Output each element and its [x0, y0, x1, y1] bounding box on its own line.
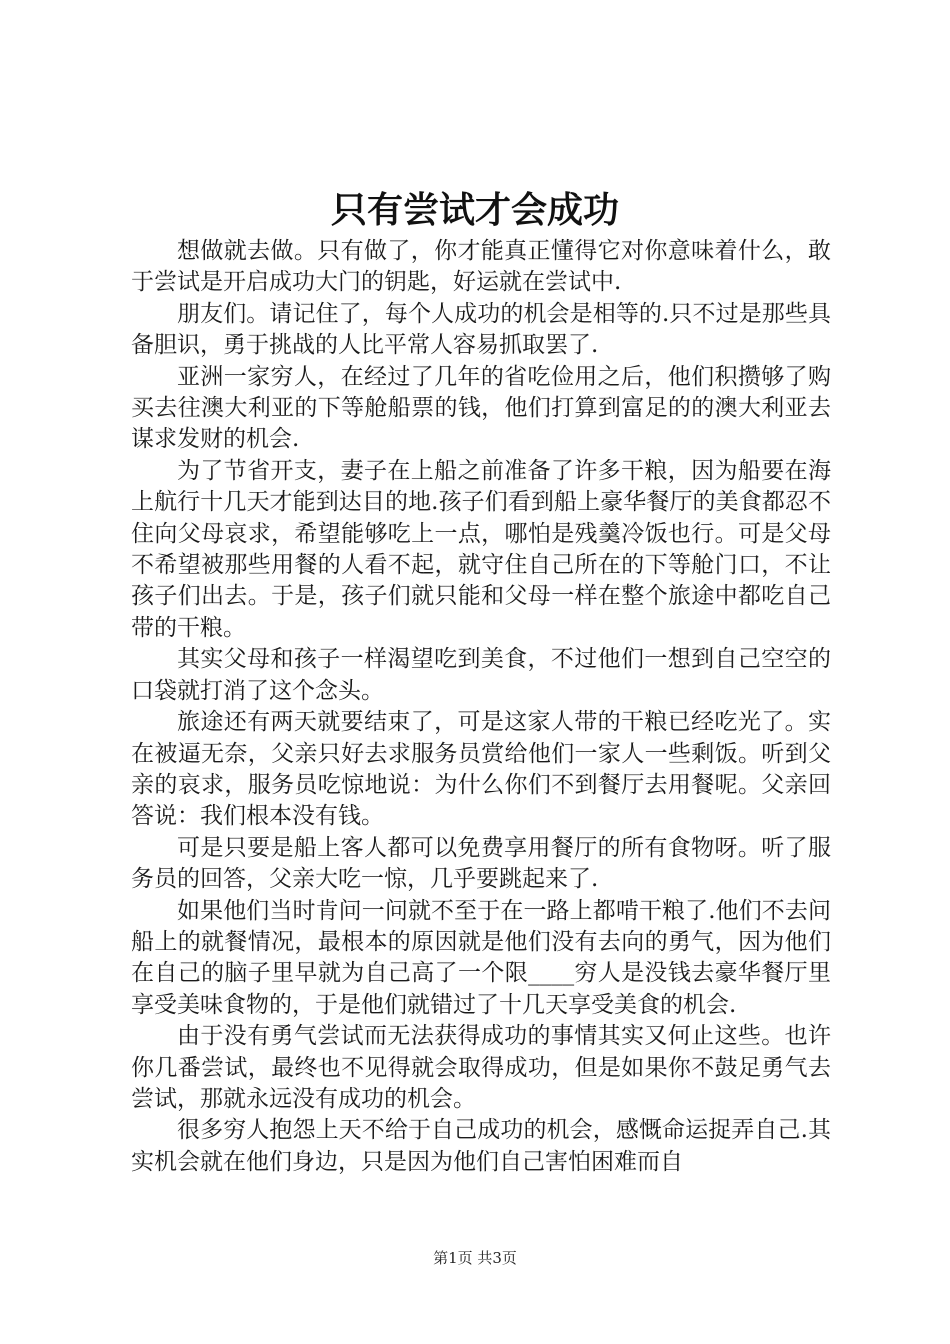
document-title: 只有尝试才会成功 — [330, 189, 619, 231]
paragraph: 由于没有勇气尝试而无法获得成功的事情其实又何止这些。也许你几番尝试，最终也不见得就会取得成功，但是如果你不鼓足勇气去尝试，那就永远没有成功的机会。 — [131, 1023, 831, 1112]
paragraph: 亚洲一家穷人，在经过了几年的省吃俭用之后，他们积攒够了购买去往澳大利亚的下等舱船票的钱，他们打算到富足的的澳大利亚去谋求发财的机会. — [131, 363, 831, 453]
paragraph: 为了节省开支，妻子在上船之前准备了许多干粮，因为船要在海上航行十几天才能到达目的地.孩子们看到船上豪华餐厅的美食都忍不住向父母哀求，希望能够吃上一点，哪怕是残羹冷饭也行。可是父母不希望被那些用餐的人看不起，就守住自己所在的下等舱门口，不让孩子们出去。于是，孩子们就只能和父母一样在整个旅途中都吃自己带的干粮。 — [131, 457, 831, 641]
paragraph: 很多穷人抱怨上天不给于自己成功的机会，感慨命运捉弄自己.其实机会就在他们身边，只是因为他们自己害怕困难而自 — [131, 1117, 831, 1175]
paragraph: 其实父母和孩子一样渴望吃到美食，不过他们一想到自己空空的口袋就打消了这个念头。 — [131, 646, 831, 704]
document-body — [131, 236, 831, 1178]
paragraph: 如果他们当时肯问一问就不至于在一路上都啃干粮了.他们不去问船上的就餐情况，最根本的原因就是他们没有去向的勇气，因为他们在自己的脑子里早就为自己高了一个限____穷人是没钱去豪华餐厅里享受美味食物的，于是他们就错过了十几天享受美食的机会. — [131, 897, 831, 1018]
paragraph: 想做就去做。只有做了，你才能真正懂得它对你意味着什么，敢于尝试是开启成功大门的钥匙，好运就在尝试中. — [131, 238, 831, 296]
page-footer: 第1页 共3页 — [433, 1249, 517, 1267]
paragraph: 朋友们。请记住了，每个人成功的机会是相等的.只不过是那些具备胆识，勇于挑战的人比平常人容易抓取罢了. — [131, 300, 831, 359]
paragraph: 旅途还有两天就要结束了，可是这家人带的干粮已经吃光了。实在被逼无奈，父亲只好去求服务员赏给他们一家人一些剩饭。听到父亲的哀求，服务员吃惊地说：为什么你们不到餐厅去用餐呢。父亲回答说：我们根本没有钱。 — [131, 709, 831, 830]
paragraph: 可是只要是船上客人都可以免费享用餐厅的所有食物呀。听了服务员的回答，父亲大吃一惊，几乎要跳起来了. — [131, 834, 831, 893]
